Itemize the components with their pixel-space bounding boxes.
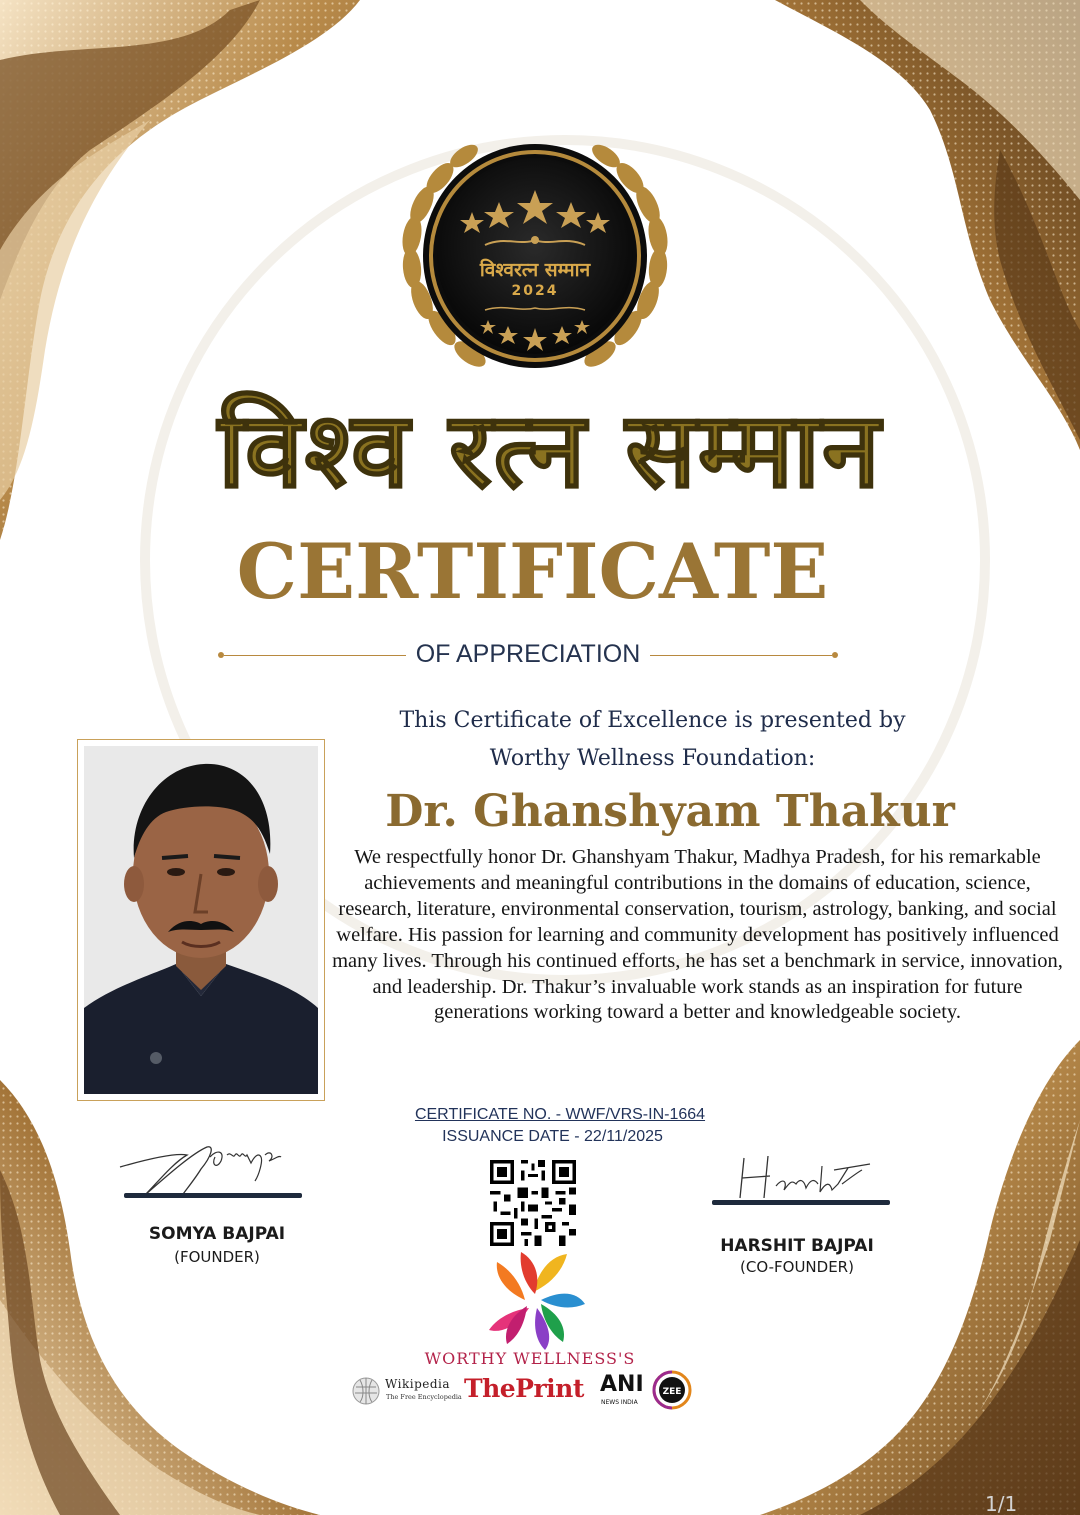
certificate-number[interactable]: CERTIFICATE NO. - WWF/VRS-IN-1664: [414, 1106, 706, 1123]
wikipedia-logo: Wikipedia: [385, 1377, 451, 1391]
wikipedia-globe-icon: [352, 1377, 380, 1405]
emblem-title: विश्वरत्न सम्मान: [479, 259, 591, 281]
verification-qr-code[interactable]: [490, 1160, 576, 1246]
worthy-wellness-logo: [478, 1250, 588, 1350]
recipient-photo-frame: [77, 739, 325, 1101]
ani-logo: ANI: [600, 1372, 644, 1397]
founder-role: (FOUNDER): [174, 1248, 260, 1266]
founder-signature-line: [124, 1193, 302, 1198]
zee-logo: [652, 1370, 692, 1410]
hindi-title: विश्व रत्न सम्मान: [218, 388, 882, 511]
emblem-year: 2024: [511, 283, 559, 299]
presented-line-2: Worthy Wellness Foundation:: [489, 746, 816, 771]
award-emblem: [380, 128, 690, 388]
wikipedia-tagline: The Free Encyclopedia: [386, 1393, 462, 1401]
zee-logo-text: ZEE: [662, 1387, 682, 1397]
cofounder-role: (CO-FOUNDER): [740, 1258, 854, 1276]
recipient-name: Dr. Ghanshyam Thakur: [385, 786, 955, 837]
page-number: 1/1: [985, 1492, 1018, 1515]
cofounder-signature: [730, 1148, 880, 1208]
recipient-photo: [84, 746, 318, 1094]
cofounder-name: HARSHIT BAJPAI: [720, 1236, 874, 1256]
worthy-wellness-brand: WORTHY WELLNESS'S: [424, 1349, 636, 1368]
presented-line-1: This Certificate of Excellence is presented by: [399, 708, 906, 733]
issuance-date: ISSUANCE DATE - 22/11/2025: [442, 1128, 663, 1145]
presented-by: [380, 702, 925, 778]
cofounder-signature-line: [712, 1200, 890, 1205]
recipient-citation: We respectfully honor Dr. Ghanshyam Thakur, Madhya Pradesh, for his remarkable achievements and meaningful contributions in the domains of education, science, research, literature, environmental conservation, tourism, astrology, banking, and social welfare. His passion for learning and community development has positively influenced many lives. Through his continued efforts, he has set a benchmark in service, innovation, and leadership. Dr. Thakur’s invaluable work stands as an inspiration for future generations working toward a better and knowledgeable society.: [332, 846, 1063, 1024]
certificate-subtitle: OF APPRECIATION: [415, 640, 641, 668]
certificate-title: CERTIFICATE: [236, 527, 829, 616]
ani-tagline: NEWS INDIA: [601, 1399, 638, 1406]
founder-name: SOMYA BAJPAI: [148, 1224, 286, 1244]
theprint-logo: ThePrint: [464, 1374, 584, 1403]
